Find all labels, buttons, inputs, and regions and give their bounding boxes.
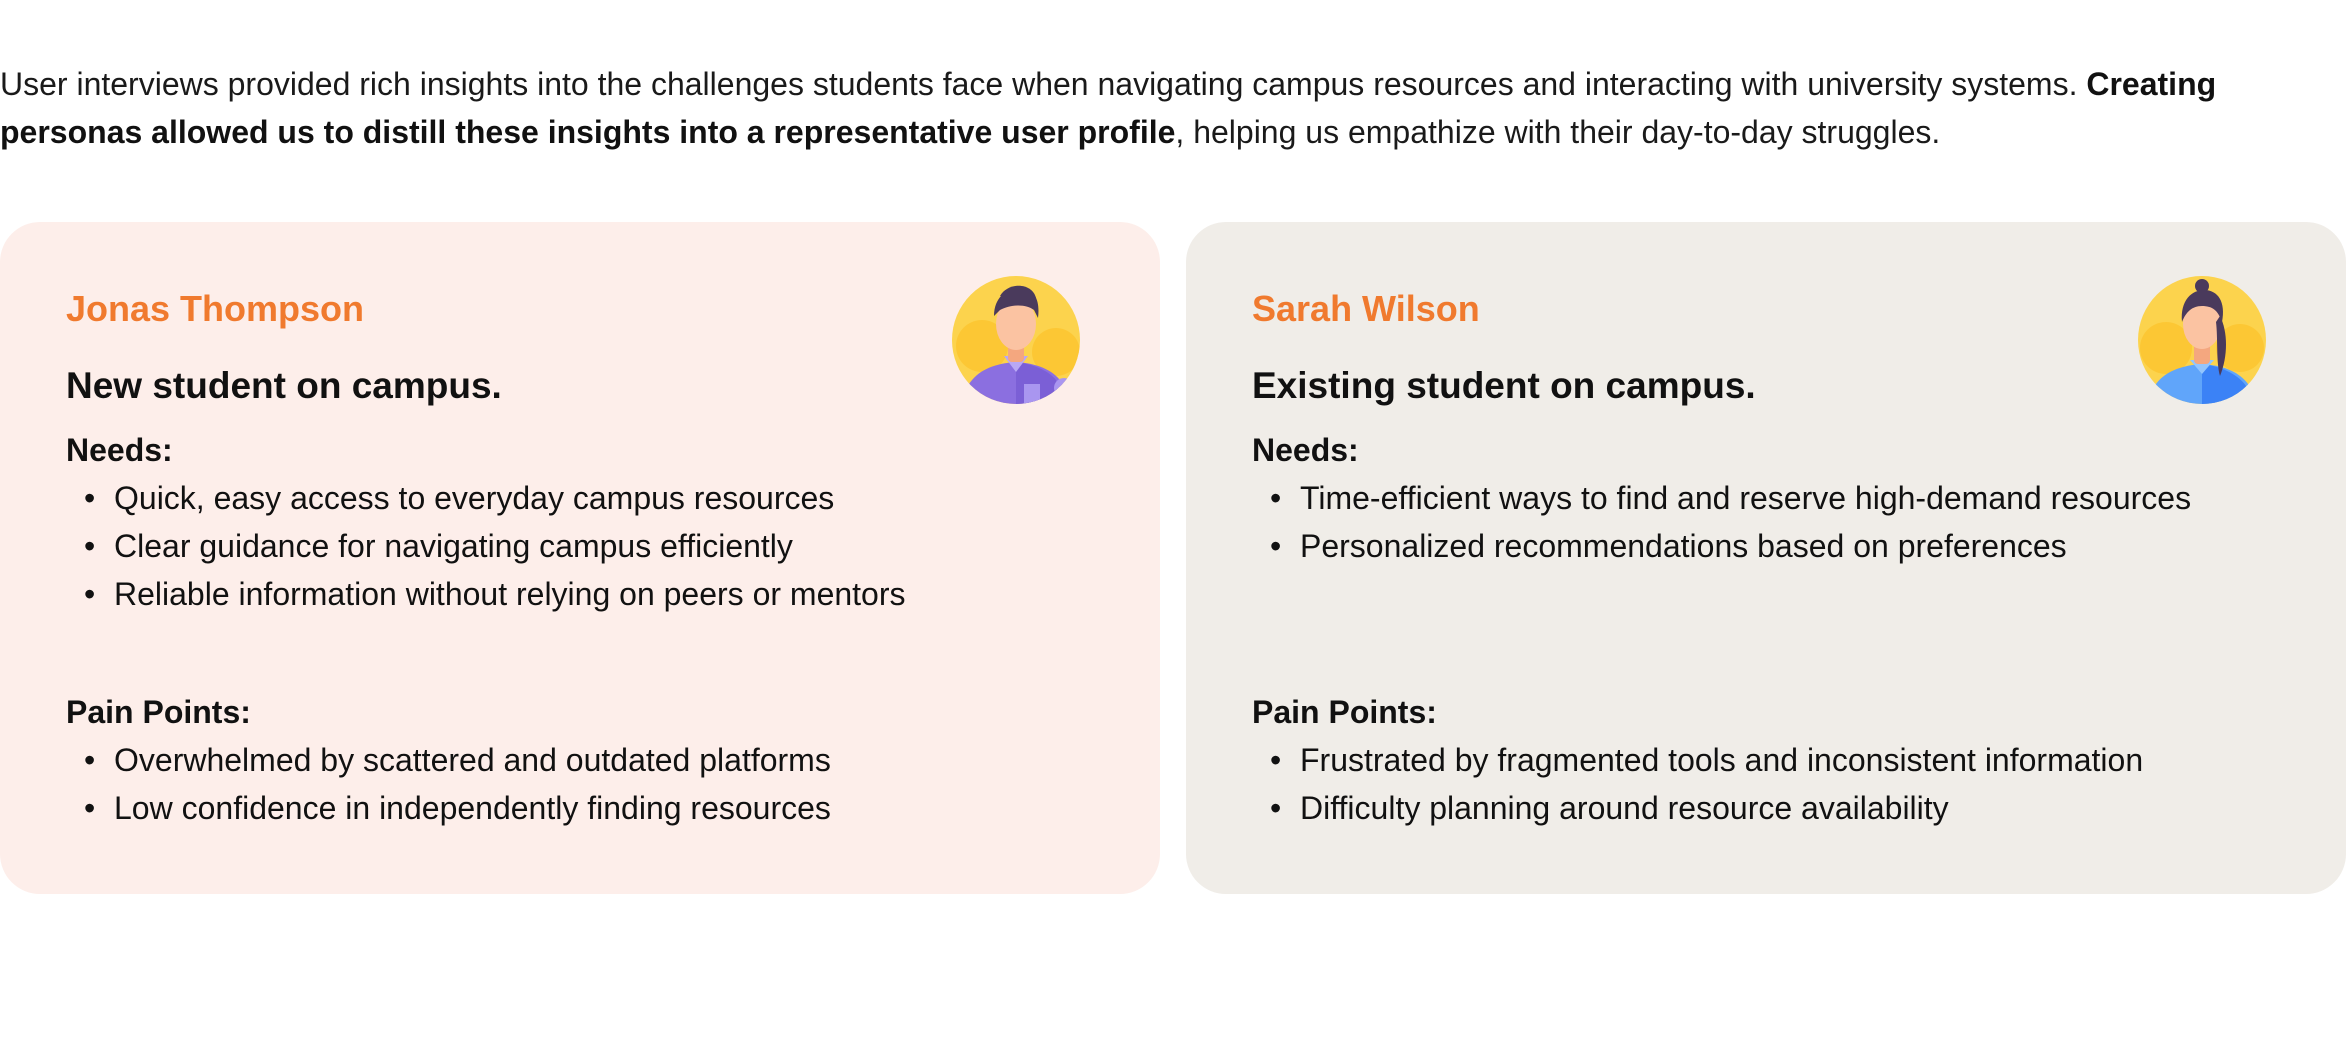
bullet: • — [84, 576, 96, 612]
intro-text-tail: , helping us empathize with their day-to-day struggles. — [1175, 114, 1941, 150]
persona-card-jonas — [0, 222, 1160, 894]
list-item — [1252, 784, 2143, 832]
needs-title: Needs: — [66, 432, 173, 468]
needs-list — [66, 474, 1094, 618]
list-item — [66, 522, 1094, 570]
bullet: • — [1270, 790, 1282, 826]
list-item-text: Difficulty planning around resource availability — [1300, 790, 1949, 826]
persona-card-sarah — [1186, 222, 2346, 894]
persona-role: New student on campus. — [66, 365, 502, 406]
list-item — [1252, 522, 2280, 570]
bullet: • — [84, 528, 96, 564]
list-item-text: Overwhelmed by scattered and outdated platforms — [114, 742, 831, 778]
needs-list — [1252, 474, 2280, 570]
pain-points-title: Pain Points: — [66, 694, 251, 730]
persona-role: Existing student on campus. — [1252, 365, 1756, 406]
intro-text-lead: User interviews provided rich insights into the challenges students face when navigating campus resources and interacting with university systems. — [0, 66, 2087, 102]
list-item — [66, 736, 831, 784]
bullet: • — [1270, 742, 1282, 778]
list-item — [1252, 736, 2143, 784]
persona-name: Sarah Wilson — [1252, 288, 1480, 329]
list-item-text: Clear guidance for navigating campus efficiently — [114, 528, 793, 564]
list-item-text: Personalized recommendations based on preferences — [1300, 528, 2067, 564]
pain-points-list — [66, 736, 831, 832]
list-item — [66, 570, 1094, 618]
intro-paragraph — [0, 60, 2300, 156]
list-item — [66, 784, 831, 832]
list-item-text: Low confidence in independently finding resources — [114, 790, 831, 826]
pain-points-list — [1252, 736, 2143, 832]
list-item-text: Reliable information without relying on peers or mentors — [114, 576, 906, 612]
bullet: • — [84, 790, 96, 826]
bullet: • — [1270, 480, 1282, 516]
persona-name: Jonas Thompson — [66, 288, 365, 329]
bullet: • — [84, 480, 96, 516]
pain-points-title: Pain Points: — [1252, 694, 1437, 730]
intro-text-bold: Creating personas allowed us to distill these insights into a representative user profile — [0, 66, 2217, 150]
persona-card-content — [66, 288, 1094, 826]
list-item — [66, 474, 1094, 522]
needs-title: Needs: — [1252, 432, 1359, 468]
persona-card-content — [1252, 288, 2280, 826]
bullet: • — [84, 742, 96, 778]
list-item-text: Frustrated by fragmented tools and inconsistent information — [1300, 742, 2144, 778]
list-item-text: Quick, easy access to everyday campus resources — [114, 480, 835, 516]
bullet: • — [1270, 528, 1282, 564]
list-item — [1252, 474, 2280, 522]
list-item-text: Time-efficient ways to find and reserve high-demand resources — [1300, 480, 2192, 516]
